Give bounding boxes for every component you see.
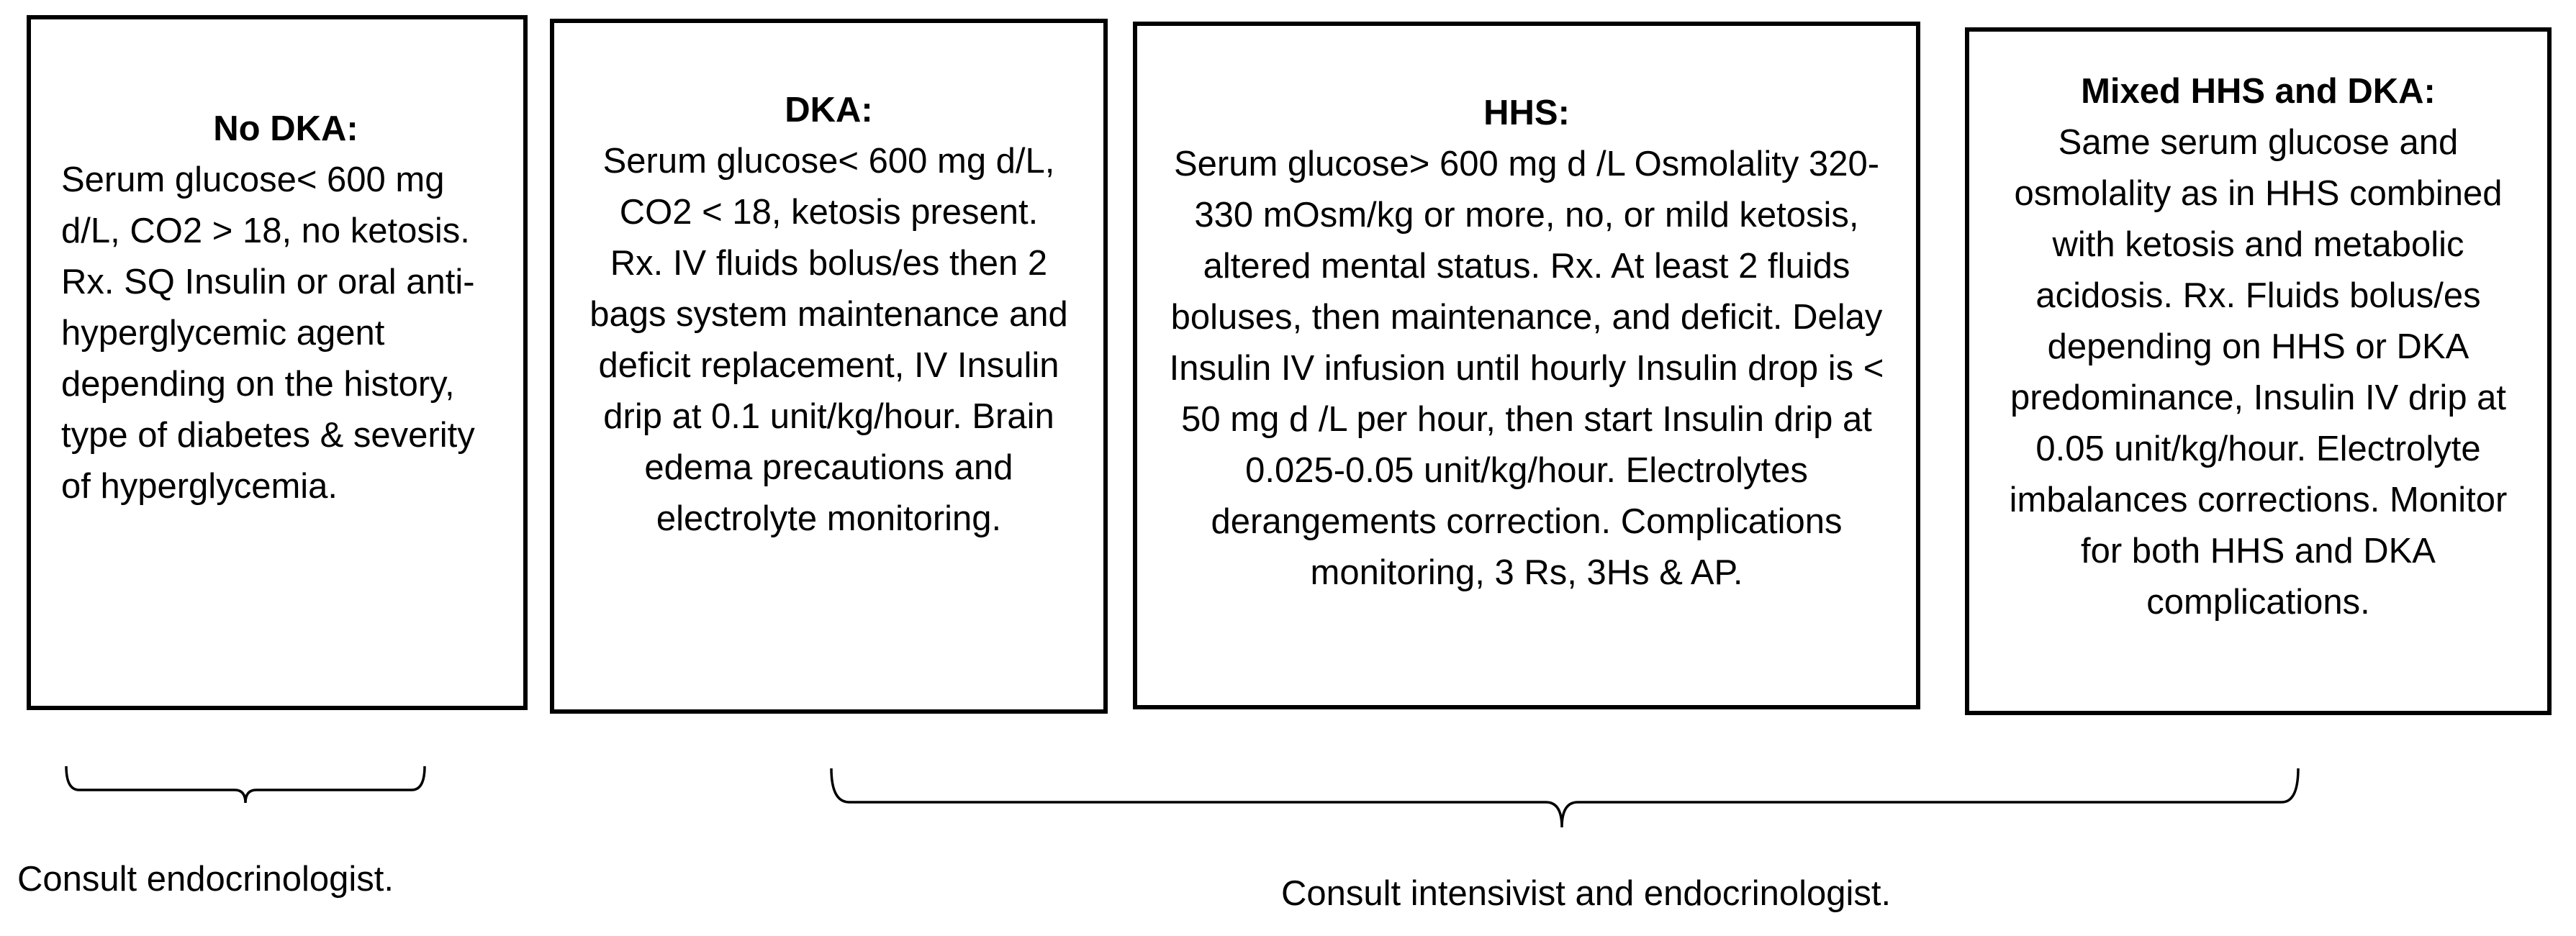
dka-title: DKA: (785, 91, 873, 130)
no-dka-body: Serum glucose< 600 mg d/L, CO2 > 18, no ketosis. Rx. SQ Insulin or oral anti-hyperglycemic agent depending on the history, type of diabetes & severity of hyperglycemia. (61, 160, 475, 506)
hhs-title: HHS: (1483, 94, 1570, 132)
no-dka-title: No DKA: (213, 109, 358, 148)
dka-treatment: Rx. IV fluids bolus/es then 2 bags system maintenance and deficit replacement, IV Insulin drip at 0.1 unit/kg/hour. Brain edema precautions and electrolyte monitoring. (589, 244, 1068, 538)
hhs-body: Serum glucose> 600 mg d /L Osmolality 320-330 mOsm/kg or more, no, or mild ketosis, altered mental status. Rx. At least 2 fluids boluses, then maintenance, and deficit. Delay Insulin IV infusion until hourly Insulin drop is < 50 mg d /L per hour, then start Insulin drip at 0.025-0.05 unit/kg/hour. Electrolytes derangements correction. Complications monitoring, 3 Rs, 3Hs & AP. (1169, 145, 1884, 592)
dka-criteria: Serum glucose< 600 mg d/L, CO2 < 18, ketosis present. (602, 142, 1055, 232)
mixed-body: Same serum glucose and osmolality as in HHS combined with ketosis and metabolic acidosis. Rx. Fluids bolus/es depending on HHS or DKA predominance, Insulin IV drip at 0.05 unit/kg/hour. Electrolyte imbalances corrections. Monitor for both HHS and DKA complications. (2009, 123, 2508, 622)
consult-endocrinologist-label: Consult endocrinologist. (17, 860, 394, 899)
consult-intensivist-endocrinologist-label: Consult intensivist and endocrinologist. (1281, 874, 1892, 913)
left-brace (66, 766, 425, 803)
mixed-title: Mixed HHS and DKA: (2081, 72, 2436, 111)
right-brace (831, 768, 2298, 827)
